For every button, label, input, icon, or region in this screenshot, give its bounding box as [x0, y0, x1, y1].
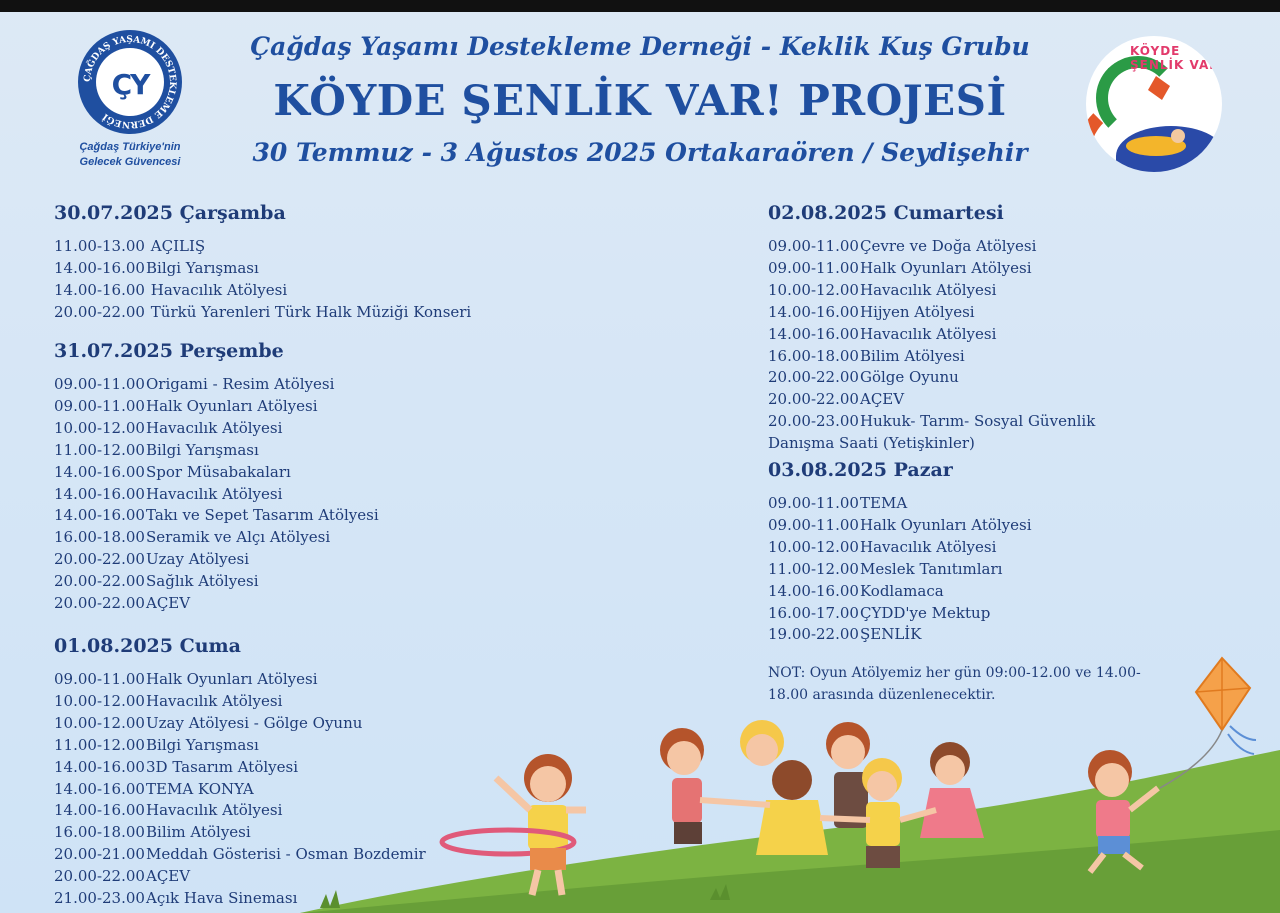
logo-child-head	[1171, 129, 1185, 143]
schedule-item: 09.00-11.00TEMA	[768, 494, 908, 512]
logo-kite-shape	[1148, 76, 1170, 100]
schedule-item: 16.00-18.00Bilim Atölyesi	[54, 823, 251, 842]
schedule-item: 09.00-11.00Halk Oyunları Atölyesi	[768, 258, 1032, 277]
schedule-item: 16.00-18.00Bilim Atölyesi	[768, 346, 965, 365]
project-title: KÖYDE ŞENLİK VAR! PROJESİ	[273, 76, 1007, 125]
day-title: 02.08.2025 Cumartesi	[768, 202, 1004, 224]
schedule-item: 10.00-12.00Uzay Atölyesi - Gölge Oyunu	[54, 713, 363, 732]
schedule-item: 11.00-12.00Bilgi Yarışması	[54, 735, 259, 754]
schedule-item: Danışma Saati (Yetişkinler)	[768, 434, 975, 453]
schedule-item: 10.00-12.00Havacılık Atölyesi	[54, 691, 283, 710]
schedule-item: 09.00-11.00Origami - Resim Atölyesi	[54, 375, 335, 393]
logo-inner-icon: ÇY	[96, 48, 164, 116]
schedule-item: 09.00-11.00Çevre ve Doğa Atölyesi	[768, 237, 1037, 255]
day-block-2	[54, 340, 379, 615]
cydd-logo-icon	[78, 30, 182, 134]
logo-ring-text: ÇAĞDAŞ YAŞAMI DESTEKLEME DERNEĞİ	[82, 34, 178, 130]
schedule-item: 10.00-12.00Havacılık Atölyesi	[54, 418, 283, 437]
schedule-item: 21.00-23.00Açık Hava Sineması	[54, 889, 298, 908]
schedule-item: 11.00-12.00Meslek Tanıtımları	[768, 559, 1003, 578]
grass-tuft-icon	[320, 890, 340, 908]
day-title: 31.07.2025 Perşembe	[54, 340, 284, 362]
schedule-item: 14.00-16.00 Havacılık Atölyesi	[54, 280, 288, 299]
schedule-item: 20.00-22.00Gölge Oyunu	[768, 368, 959, 387]
schedule-item: 10.00-12.00Havacılık Atölyesi	[768, 280, 997, 299]
kite-child-logo-icon	[1086, 36, 1222, 172]
schedule-item: 16.00-18.00Seramik ve Alçı Atölyesi	[54, 528, 331, 547]
schedule-item: 11.00-13.00 AÇILIŞ	[54, 237, 206, 255]
schedule-item: 14.00-16.00Havacılık Atölyesi	[54, 801, 283, 820]
note-line-1: NOT: Oyun Atölyemiz her gün 09:00-12.00 ve 14.00-	[768, 665, 1141, 681]
day-title: 03.08.2025 Pazar	[768, 459, 953, 481]
schedule-item: 20.00-22.00Sağlık Atölyesi	[54, 572, 259, 591]
note-line-2: 18.00 arasında düzenlenecektir.	[768, 687, 996, 703]
schedule-item: 20.00-22.00AÇEV	[768, 390, 905, 409]
day-title: 01.08.2025 Cuma	[54, 635, 241, 657]
logo-tagline-1: Çağdaş Türkiye'nin	[79, 141, 181, 153]
schedule-item: 20.00-23.00Hukuk- Tarım- Sosyal Güvenlik	[768, 412, 1096, 431]
schedule-item: 14.00-16.00Spor Müsabakaları	[54, 462, 291, 481]
schedule-item: 20.00-22.00AÇEV	[54, 867, 191, 886]
schedule-item: 14.00-16.00Takı ve Sepet Tasarım Atölyesi	[54, 506, 379, 525]
schedule-item: 09.00-11.00Halk Oyunları Atölyesi	[54, 396, 318, 415]
schedule-item: 09.00-11.00Halk Oyunları Atölyesi	[768, 515, 1032, 534]
schedule-item: 14.00-16.00Bilgi Yarışması	[54, 258, 259, 277]
schedule-item: 14.00-16.00TEMA KONYA	[54, 779, 254, 798]
schedule-item: 20.00-21.00Meddah Gösterisi - Osman Bozdemir	[54, 845, 426, 864]
logo-tagline-2: Gelecek Güvencesi	[79, 156, 181, 168]
schedule-item: 16.00-17.00ÇYDD'ye Mektup	[768, 603, 991, 622]
schedule-item: 20.00-22.00 Türkü Yarenleri Türk Halk Müziği Konseri	[54, 302, 472, 321]
day-block-5	[768, 459, 1032, 646]
right-logo-text: KÖYDE ŞENLİK VAR	[1130, 44, 1220, 72]
schedule-item: 19.00-22.00ŞENLİK	[768, 625, 922, 644]
schedule-item: 11.00-12.00Bilgi Yarışması	[54, 440, 259, 459]
schedule-item: 09.00-11.00Halk Oyunları Atölyesi	[54, 670, 318, 688]
day-title: 30.07.2025 Çarşamba	[54, 202, 286, 224]
day-block-4	[768, 202, 1095, 455]
day-block-1	[54, 202, 471, 324]
schedule-item: 14.00-16.00Hijyen Atölyesi	[768, 302, 975, 321]
schedule-item: 14.00-16.00Havacılık Atölyesi	[768, 324, 997, 343]
children-illustration	[300, 650, 1280, 913]
schedule-item: 14.00-16.00Havacılık Atölyesi	[54, 484, 283, 503]
dates-place: 30 Temmuz - 3 Ağustos 2025 Ortakaraören / Seydişehir	[252, 138, 1028, 167]
cydd-logo	[70, 30, 190, 170]
schedule-item: 14.00-16.003D Tasarım Atölyesi	[54, 757, 298, 776]
schedule-item: 14.00-16.00Kodlamaca	[768, 581, 944, 600]
schedule-item: 10.00-12.00Havacılık Atölyesi	[768, 537, 997, 556]
org-title: Çağdaş Yaşamı Destekleme Derneği - Keklik Kuş Grubu	[250, 32, 1030, 61]
schedule-item: 20.00-22.00AÇEV	[54, 594, 191, 613]
top-bar	[0, 0, 1280, 12]
schedule-item: 20.00-22.00Uzay Atölyesi	[54, 550, 250, 569]
